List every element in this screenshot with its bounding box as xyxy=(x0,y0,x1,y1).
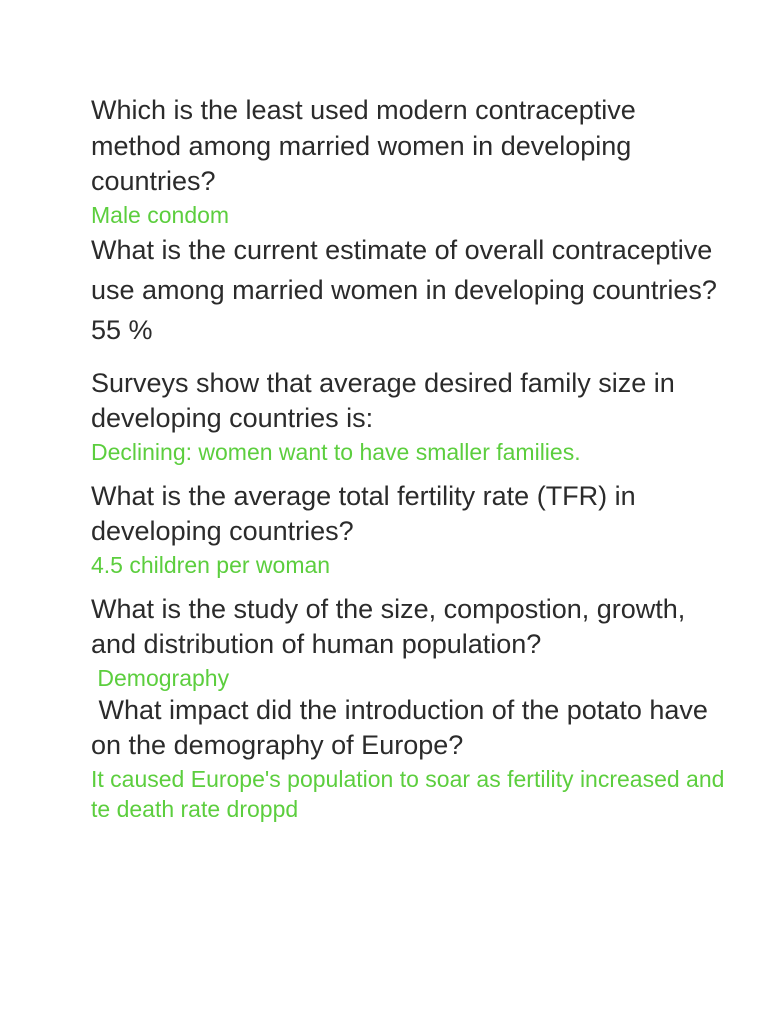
answer-3: Declining: women want to have smaller families. xyxy=(91,438,581,465)
answer-5: Demography xyxy=(91,664,230,691)
question-4: What is the average total fertility rate (TFR) in developing countries? xyxy=(91,480,636,546)
question-2: What is the current estimate of overall contraceptive use among married women in developing countries? 55 % xyxy=(91,234,717,345)
question-1: Which is the least used modern contraceptive method among married women in developing countries? xyxy=(91,95,636,196)
question-5: What is the study of the size, compostion, growth, and distribution of human population? xyxy=(91,593,686,659)
question-6: What impact did the introduction of the potato have on the demography of Europe? xyxy=(91,694,716,760)
flashcard-document xyxy=(91,93,731,824)
question-3: Surveys show that average desired family size in developing countries is: xyxy=(91,367,675,433)
answer-6: It caused Europe's population to soar as fertility increased and te death rate droppd xyxy=(91,765,725,822)
answer-4: 4.5 children per woman xyxy=(91,551,331,578)
answer-1: Male condom xyxy=(91,201,230,228)
